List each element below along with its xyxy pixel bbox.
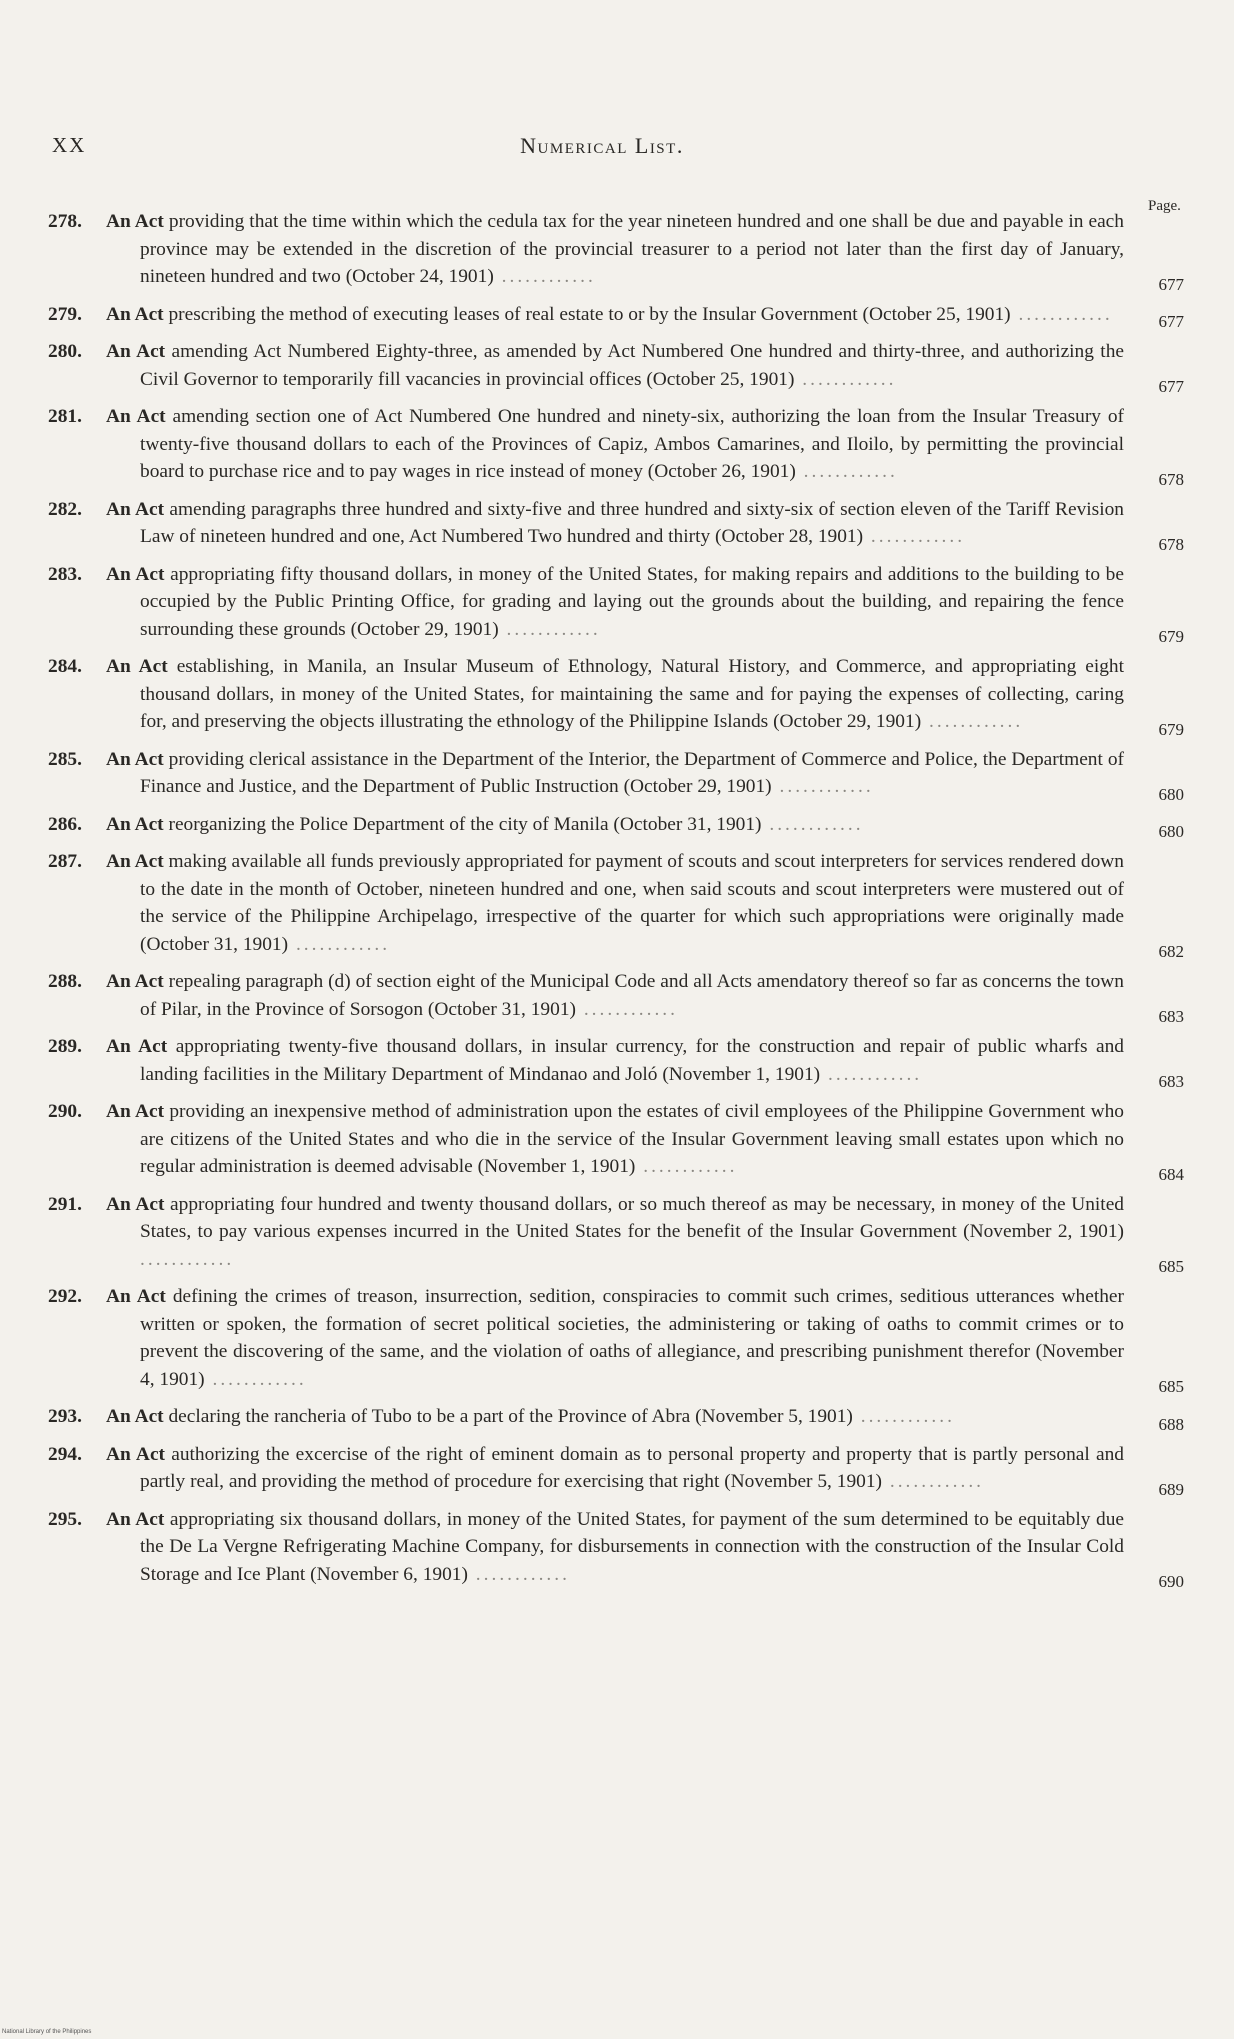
act-description: appropriating fifty thousand dollars, in money of the United States, for making repairs and additions to the building to be occupied by the Public Printing Office, for grading and laying out the grounds about the building, and repairing the fence surrounding these grounds (October 29, 1901) xyxy=(140,563,1124,640)
list-item xyxy=(48,811,1188,839)
page-reference: 684 xyxy=(1158,1164,1184,1184)
entry-text xyxy=(48,968,1124,1023)
entry-text xyxy=(48,1403,1124,1431)
act-description: making available all funds previously appropriated for payment of scouts and scout interpreters for services rendered down to the date in the month of October, nineteen hundred and one, when said scouts and scout interpreters were mustered out of the service of the Philippine Archipelago, irrespective of the quarter for which such appropriations were originally made (October 31, 1901) xyxy=(140,851,1124,955)
act-description: providing clerical assistance in the Department of the Interior, the Department of Commerce and Police, the Department of Finance and Justice, and the Department of Public Instruction (October 29, 1901) xyxy=(140,748,1124,797)
act-number: 290. xyxy=(48,1101,82,1122)
dot-leader: ............ xyxy=(852,1406,955,1427)
act-lead: An Act xyxy=(106,341,166,362)
list-item xyxy=(48,1283,1188,1396)
page-reference: 677 xyxy=(1158,377,1184,396)
dot-leader: ............ xyxy=(140,1248,235,1270)
act-lead: An Act xyxy=(106,1101,165,1122)
entry-text xyxy=(48,1283,1124,1393)
list-item xyxy=(48,561,1188,644)
page-column-label: Page. xyxy=(1148,198,1181,214)
act-lead: An Act xyxy=(106,971,164,992)
dot-leader: ............ xyxy=(467,1563,570,1585)
dot-leader: ............ xyxy=(761,813,864,835)
page-reference: 682 xyxy=(1158,942,1184,961)
act-number: 292. xyxy=(48,1286,82,1307)
list-item xyxy=(48,208,1188,294)
dot-leader: ............ xyxy=(288,933,391,955)
act-description: amending Act Numbered Eighty-three, as amended by Act Numbered One hundred and thirty-three, and authorizing the Civil Governor to temporarily fill vacancies in provincial offices (October 25, 1901) xyxy=(140,341,1124,390)
act-lead: An Act xyxy=(106,498,165,520)
dot-leader: ............ xyxy=(882,1471,985,1492)
act-number: 291. xyxy=(48,1193,82,1215)
entry-text xyxy=(48,561,1124,644)
act-description: amending paragraphs three hundred and sixty-five and three hundred and sixty-six of section eleven of the Tariff Revision Law of nineteen hundred and one, Act Numbered Two hundred and thirty (October 28, 1901) xyxy=(140,498,1124,547)
entry-text xyxy=(48,496,1124,551)
act-description: repealing paragraph (d) of section eight of the Municipal Code and all Acts amendatory thereof so far as concerns the town of Pilar, in the Province of Sorsogon (October 31, 1901) xyxy=(140,971,1124,1020)
list-item xyxy=(48,1441,1188,1499)
act-description: authorizing the excercise of the right of eminent domain as to personal property and property that is partly personal and partly real, and providing the method of procedure for exercising that right (November 5, 1901) xyxy=(140,1443,1124,1492)
act-lead: An Act xyxy=(106,1443,166,1465)
page-reference: 678 xyxy=(1158,469,1184,489)
act-lead: An Act xyxy=(106,406,166,427)
entry-text xyxy=(48,1098,1124,1181)
page-reference: 677 xyxy=(1158,312,1184,331)
dot-leader: ............ xyxy=(1010,303,1113,325)
act-number: 287. xyxy=(48,851,82,872)
act-number: 282. xyxy=(48,498,82,520)
entry-text xyxy=(48,403,1124,486)
dot-leader: ............ xyxy=(498,618,601,640)
act-number: 278. xyxy=(48,211,82,232)
page-reference: 680 xyxy=(1158,822,1184,841)
dot-leader: ............ xyxy=(921,711,1024,732)
entry-text xyxy=(48,1441,1124,1496)
dot-leader: ............ xyxy=(795,461,898,482)
act-description: reorganizing the Police Department of the city of Manila (October 31, 1901) xyxy=(163,813,762,835)
act-description: appropriating six thousand dollars, in money of the United States, for payment of the sum determined to be equitably due the De La Vergne Refrigerating Machine Company, for disbursements in connection with the construction of the Insular Cold Storage and Ice Plant (November 6, 1901) xyxy=(140,1508,1125,1585)
act-number: 295. xyxy=(48,1508,82,1530)
act-lead: An Act xyxy=(106,748,164,770)
dot-leader: ............ xyxy=(794,368,897,390)
list-item xyxy=(48,496,1188,554)
list-item xyxy=(48,848,1188,961)
entry-text xyxy=(48,1033,1124,1088)
act-number: 286. xyxy=(48,813,82,835)
entry-text xyxy=(48,653,1124,736)
act-number: 283. xyxy=(48,563,82,585)
act-description: establishing, in Manila, an Insular Museum of Ethnology, Natural History, and Commerce, and appropriating eight thousand dollars, in money of the United States, for maintaining the same and for paying the expenses of collecting, caring for, and preserving the objects illustrating the ethnology of the Philippine Islands (October 29, 1901) xyxy=(140,656,1124,732)
page-reference: 683 xyxy=(1158,1072,1184,1091)
page-reference: 690 xyxy=(1158,1572,1184,1591)
list-item xyxy=(48,1098,1188,1184)
list-item xyxy=(48,653,1188,739)
dot-leader: ............ xyxy=(493,266,596,287)
act-lead: An Act xyxy=(106,1036,168,1057)
act-number: 289. xyxy=(48,1036,82,1057)
footer-note: National Library of the Philippines xyxy=(2,2029,92,2035)
act-number: 288. xyxy=(48,971,82,992)
act-description: appropriating four hundred and twenty thousand dollars, or so much thereof as may be necessary, in money of the United States, to pay various expenses incurred in the United States for the benefit of the Insular Government (November 2, 1901) xyxy=(140,1193,1124,1242)
act-number: 294. xyxy=(48,1443,82,1465)
act-description: declaring the rancheria of Tubo to be a part of the Province of Abra (November 5, 1901) xyxy=(163,1406,853,1427)
act-lead: An Act xyxy=(106,813,164,835)
page-reference: 677 xyxy=(1158,274,1184,294)
act-lead: An Act xyxy=(106,563,165,585)
entry-text xyxy=(48,301,1124,329)
act-description: providing that the time within which the cedula tax for the year nineteen hundred and one shall be due and payable in each province may be extended in the discretion of the provincial treasurer to a period not later than the first day of January, nineteen hundred and two (October 24, 1901) xyxy=(140,211,1124,287)
list-item xyxy=(48,301,1188,329)
act-lead: An Act xyxy=(106,211,164,232)
entry-text xyxy=(48,338,1124,393)
entry-text xyxy=(48,1506,1124,1589)
act-lead: An Act xyxy=(106,851,164,872)
page-header xyxy=(52,133,1152,167)
list-item xyxy=(48,1191,1188,1274)
dot-leader: ............ xyxy=(635,1156,738,1177)
act-lead: An Act xyxy=(106,303,164,325)
roman-page-number: XX xyxy=(52,133,87,157)
act-lead: An Act xyxy=(106,1193,165,1215)
list-item xyxy=(48,968,1188,1026)
act-lead: An Act xyxy=(106,1508,165,1530)
act-number: 284. xyxy=(48,656,82,677)
act-lead: An Act xyxy=(106,656,168,677)
entry-text xyxy=(48,746,1124,801)
dot-leader: ............ xyxy=(771,776,874,797)
list-item xyxy=(48,1033,1188,1091)
list-item xyxy=(48,403,1188,489)
act-lead: An Act xyxy=(106,1286,166,1307)
page-reference: 678 xyxy=(1158,534,1184,554)
entry-text xyxy=(48,848,1124,958)
act-description: defining the crimes of treason, insurrection, sedition, conspiracies to commit such crimes, seditious utterances whether written or spoken, the formation of secret political societies, the administering or taking of oaths to commit crimes or to prevent the discovering of the same, and the violation of oaths of allegiance, and prescribing punishment therefor (November 4, 1901) xyxy=(140,1286,1124,1390)
act-number: 279. xyxy=(48,303,82,325)
act-number: 280. xyxy=(48,341,82,362)
list-item xyxy=(48,338,1188,396)
page-reference: 685 xyxy=(1158,1257,1184,1276)
list-item xyxy=(48,746,1188,804)
dot-leader: ............ xyxy=(820,1063,923,1085)
dot-leader: ............ xyxy=(863,526,966,547)
dot-leader: ............ xyxy=(204,1368,307,1390)
act-description: amending section one of Act Numbered One hundred and ninety-six, authorizing the loan from the Insular Treasury of twenty-five thousand dollars to each of the Provinces of Capiz, Ambos Camarines, and Iloilo, by permitting the provincial board to purchase rice and to pay wages in rice instead of money (October 26, 1901) xyxy=(140,406,1124,482)
act-description: providing an inexpensive method of administration upon the estates of civil employees of the Philippine Government who are citizens of the United States and who die in the service of the Insular Government leaving small estates upon which no regular administration is deemed advisable (November 1, 1901) xyxy=(140,1101,1124,1177)
page-reference: 679 xyxy=(1158,719,1184,739)
page-reference: 680 xyxy=(1158,784,1184,804)
dot-leader: ............ xyxy=(575,998,679,1020)
act-number: 285. xyxy=(48,748,82,770)
entry-text xyxy=(48,208,1124,291)
page-reference: 683 xyxy=(1158,1007,1184,1026)
list-item xyxy=(48,1506,1188,1589)
act-lead: An Act xyxy=(106,1406,164,1427)
page-reference: 685 xyxy=(1158,1377,1184,1396)
act-number: 293. xyxy=(48,1406,82,1427)
page-reference: 688 xyxy=(1158,1414,1184,1434)
list-item xyxy=(48,1403,1188,1434)
act-description: prescribing the method of executing leases of real estate to or by the Insular Government (October 25, 1901) xyxy=(163,303,1011,325)
act-list xyxy=(48,208,1188,1598)
entry-text xyxy=(48,1191,1124,1274)
page-title: Numerical List. xyxy=(520,133,684,158)
page-reference: 689 xyxy=(1158,1479,1184,1499)
page-reference: 679 xyxy=(1158,627,1184,646)
act-number: 281. xyxy=(48,406,82,427)
act-description: appropriating twenty-five thousand dollars, in insular currency, for the construction and repair of public wharfs and landing facilities in the Military Department of Mindanao and Joló (November 1, 1901) xyxy=(140,1036,1124,1085)
entry-text xyxy=(48,811,1124,839)
